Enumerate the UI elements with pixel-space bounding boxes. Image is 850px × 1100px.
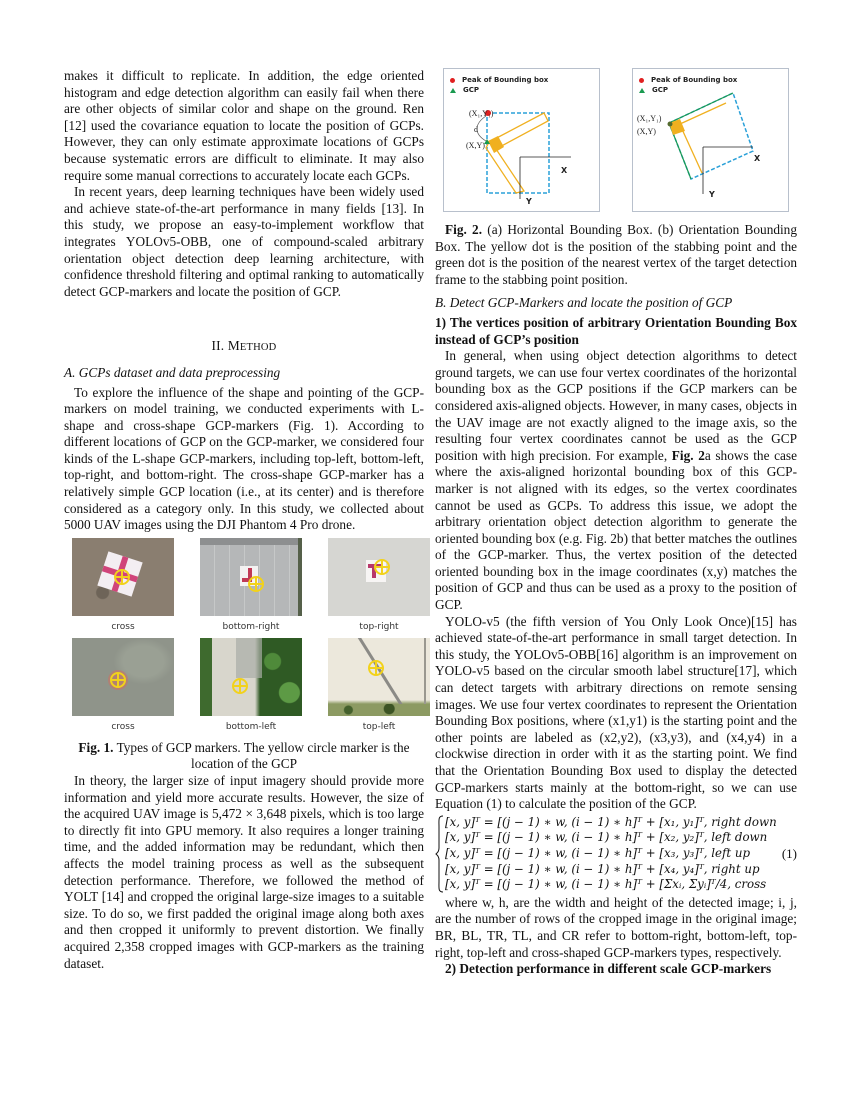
figure-1-caption-label: Fig. 1.	[78, 739, 114, 755]
paragraph-text: In general, when using object detection algorithms to detect ground targets, we can use four vertex coordinates of the horizontal bounding box as the GCP positions if the GCP markers can be considered axis-aligned objects. However, in many cases, objects in the UAV image are not exactly aligned to the image axis, so the resulting four vertex coordinates cannot be used as the GCP position with high precision. For example,	[435, 348, 797, 463]
paragraph: To explore the influence of the shape and pointing of the GCP-markers on model training, we conducted experiments with L-shape and cross-shape GCP-markers (Fig. 1). According to different locations of GCP on the GCP-marker, we considered four kinds of the L-shape GCP-markers, including top-left, bottom-left, top-right, and bottom-right. The cross-shape GCP-marker has a relatively simple GCP location (i.e., at its center) and is therefore considered as a category only. In this study, we collected about 5000 UAV images using the DJI Phantom 4 Pro drone.	[64, 384, 424, 533]
figure-1-cell	[192, 538, 310, 638]
paragraph: In recent years, deep learning techniques have been widely used and achieve state-of-the-art performance in many fields [13]. In this study, we propose an easy-to-implement workflow that integrates YOLOv5-OBB, one of compound-scaled arbitrary orientation object detection deep learning architecture, with confidence threshold filtering and optimal ranking to automatically detect GCP-markers and locate the position of GCP.	[64, 184, 424, 299]
equation-1	[435, 815, 797, 893]
equation-line: [x, y]ᵀ = [(j − 1) ∗ w, (i − 1) ∗ h]ᵀ + [x₃, y₃]ᵀ, left up	[445, 845, 751, 860]
uav-image-cross-1	[72, 538, 174, 616]
gcp-point-icon	[668, 122, 673, 127]
figure-1-label: top-left	[362, 721, 396, 732]
figure-1-cell	[64, 638, 182, 738]
subsubsection-heading-1: 1) The vertices position of arbitrary Orientation Bounding Box instead of GCP’s position	[435, 314, 797, 347]
figure-1-cell	[320, 538, 438, 638]
gcp-location-marker-icon	[232, 678, 248, 694]
label-gcp-a: (X,Y)	[466, 141, 485, 150]
equation-line: [x, y]ᵀ = [(j − 1) ∗ w, (i − 1) ∗ h]ᵀ + [x₁, y₁]ᵀ, right down	[445, 814, 777, 829]
gcp-location-marker-icon	[248, 576, 264, 592]
l-shape-marker	[486, 113, 548, 193]
figure-1-label: bottom-left	[225, 721, 277, 732]
gcp-location-marker-icon	[374, 559, 390, 575]
legend-label-gcp: GCP	[652, 86, 669, 94]
axis-label-x: X	[561, 166, 568, 175]
figure-2-panel-a-horizontal-bbox	[443, 68, 600, 212]
figure-2-caption-label: Fig. 2.	[445, 222, 483, 237]
axis-label-x: X	[754, 154, 761, 163]
section-heading-smallcaps: ETHOD	[239, 342, 277, 354]
oriented-bounding-box	[669, 93, 753, 179]
axis-label-y: Y	[709, 190, 715, 199]
figure-1-label: bottom-right	[222, 621, 280, 632]
legend-label-peak: Peak of Bounding box	[462, 76, 549, 84]
label-distance-d: d	[474, 125, 478, 134]
uav-image-bottom-right-1	[200, 538, 302, 616]
label-peak-b: (X₁,Y₁)	[637, 114, 662, 123]
uav-image-top-left-1	[328, 638, 430, 716]
equation-line: [x, y]ᵀ = [(j − 1) ∗ w, (i − 1) ∗ h]ᵀ + [x₄, y₄]ᵀ, right up	[445, 861, 760, 876]
figure-1-caption-text: Types of GCP markers. The yellow circle marker is the location of the GCP	[113, 739, 410, 772]
figure-1-cell	[64, 538, 182, 638]
axis-label-y: Y	[526, 197, 532, 206]
legend-label-peak: Peak of Bounding box	[651, 76, 738, 84]
section-heading-method	[64, 338, 424, 357]
figure-1-cell	[320, 638, 438, 738]
figure-2-caption	[435, 222, 797, 288]
uav-image-bottom-left-1	[200, 638, 302, 716]
figure-reference: Fig. 2	[671, 447, 705, 463]
label-gcp-b: (X,Y)	[637, 127, 656, 136]
equation-line: [x, y]ᵀ = [(j − 1) ∗ w, (i − 1) ∗ h]ᵀ + [x₂, y₂]ᵀ, left down	[445, 830, 768, 845]
gcp-corner-fill	[488, 136, 504, 153]
left-brace-icon	[435, 815, 444, 893]
gcp-location-marker-icon	[110, 672, 126, 688]
figure-2-caption-text: (a) Horizontal Bounding Box. (b) Orientation Bounding Box. The yellow dot is the position of the stabbing point and the green dot is the position of the nearest vertex of the target detection frame to the stabbing point position.	[435, 222, 797, 287]
figure-2	[435, 68, 797, 212]
subsection-heading-b: B. Detect GCP-Markers and locate the position of GCP	[435, 295, 733, 311]
right-column	[435, 72, 797, 978]
figure-2-panel-b-orientation-bbox	[632, 68, 789, 212]
paragraph: makes it difficult to replicate. In addition, the edge oriented histogram and edge detection algorithm can easily fail when there are other objects of similar color and shape on the ground. Ren [12] used the covariance equation to locate the position of GCPs. However, they can only estimate approximate locations of GCPs because systematic errors are difficult to eliminate. It may also require some manual corrections to accurately locate each GCPs.	[64, 68, 424, 183]
gcp-location-marker-icon	[114, 569, 130, 585]
figure-1-label: cross	[111, 721, 135, 732]
label-peak-a: (X₁,Y₁)	[469, 109, 494, 118]
figure-1-label: cross	[111, 621, 135, 632]
figure-1-cell	[192, 638, 310, 738]
figure-1-caption	[64, 740, 424, 773]
subsubsection-heading-2: 2) Detection performance in different scale GCP-markers	[445, 961, 772, 977]
figure-1-label: top-right	[359, 621, 399, 632]
section-heading-number: II. M	[211, 338, 240, 354]
paragraph-text: a shows the case where the axis-aligned horizontal bounding box of this GCP-marker is not aligned with its edges, so the vertex coordinates cannot be used as GCPs. To address this issue, we adopt the arbitrary orientation object detection algorithm to generate the oriented bounding box (e.g. Fig. 2b) that better matches the outlines of the GCP-marker. Thus, the vertex position of the detected oriented bounding box in the image coordinates (x,y) matches the position of GCP and thus can be used as a proxy to the position of GCP.	[435, 447, 797, 613]
gcp-location-marker-icon	[368, 660, 384, 676]
paragraph: YOLO-v5 (the fifth version of You Only Look Once)[15] has achieved state-of-the-art performance in small target detection. In this study, the YOLOv5-OBB[16] algorithm is an improvement on YOLO-v5 based on the circular smooth label structure[17], which can detect targets with arbitrary directions on remote sensing images. We use four vertex coordinates to represent the Orientation Bounding Box positions, where (x1,y1) is the starting point and the other points are labeled as (x2,y2), (x3,y3), and (x4,y4) in a clockwise direction in order with it as the starting point. We find that the Orientation Bounding Box used to display the detected GCP-markers starts mainly at the bottom-right, so we can use Equation (1) to calculate the position of the GCP.	[435, 613, 797, 812]
paragraph: In theory, the larger size of input imagery should provide more information and yield more accurate results. However, the size of the acquired UAV image is 5,472 × 3,648 pixels, which is too large to directly fit into GPU memory. It also requires a longer training time, and the added information may be redundant, which then affects the model training process as well as the subsequent detection performance. Therefore, we followed the method of YOLT [14] and cropped the original large-size images to a suitable size. To do so, we first padded the original image along both axes and then cropped it uniformly to prevent distortion. We finally acquired 2,358 cropped images with GCP-markers as the training dataset.	[64, 773, 424, 971]
equation-number: (1)	[781, 845, 797, 861]
uav-image-top-right-1	[328, 538, 430, 616]
equation-line: [x, y]ᵀ = [(j − 1) ∗ w, (i − 1) ∗ h]ᵀ + [Σxᵢ, Σyᵢ]ᵀ/4, cross	[445, 877, 767, 892]
paragraph: where w, h, are the width and height of the detected image; i, j, are the number of rows of the cropped image in the original image; BR, BL, TR, TL, and CR refer to bottom-right, bottom-left, top-right, top-left and cross-shaped GCP-markers types, respectively.	[435, 894, 797, 960]
figure-1	[64, 538, 424, 738]
subsection-heading-a: A. GCPs dataset and data preprocessing	[64, 364, 281, 380]
uav-image-cross-2	[72, 638, 174, 716]
legend-label-gcp: GCP	[463, 86, 480, 94]
left-column	[64, 68, 424, 972]
paragraph	[435, 348, 797, 614]
